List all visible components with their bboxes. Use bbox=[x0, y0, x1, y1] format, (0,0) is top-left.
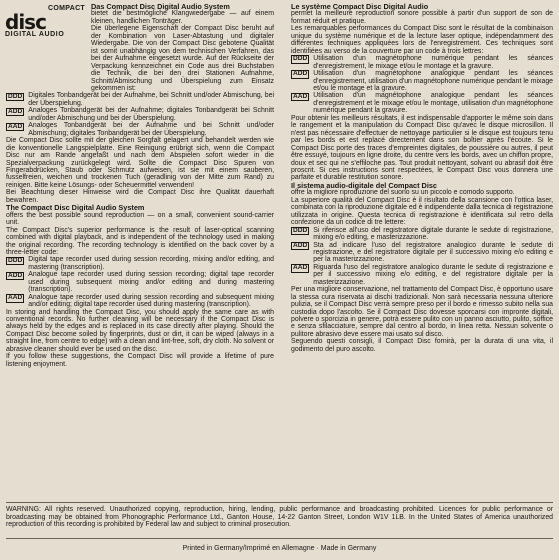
english-code-aad bbox=[6, 294, 274, 309]
english-code-ddd bbox=[6, 256, 274, 271]
code-text: Riguarda l'uso del registratore analogico durante le sedute di registrazione e per il successivo mixing e/o editing, e del registratore digitale per la masterizzazione. bbox=[313, 263, 553, 286]
divider bbox=[6, 538, 553, 539]
german-code-add bbox=[6, 107, 274, 122]
code-badge: ADD bbox=[8, 107, 23, 115]
code-text: Utilisation d'un magnétophone numérique pendant les séances d'enregistrement, le mixage et/ou le montage et la gravure. bbox=[313, 55, 553, 70]
code-badge: AAD bbox=[8, 293, 23, 301]
copyright-warning: WARNING: All rights reserved. Unauthorized copying, reproduction, hiring, lending, public performance and broadcasting prohibited. Licences for public performance or broadcasting may be obtained from Phonographic Performance Ltd., Ganton House, 14-22 Ganton Street, London W1V 1LB. In the United States of America unauthorized reproduction of this recording is prohibited by Federal law and subject to criminal prosecution. bbox=[6, 502, 553, 529]
code-text: Digitales Tonbandgerät bei der Aufnahme, bei Schnitt und/oder Abmischung, bei der Überspielung. bbox=[28, 92, 274, 107]
code-badge: DDD bbox=[293, 226, 308, 234]
english-body3: If you follow these suggestions, the Compact Disc will provide a lifetime of pure listening enjoyment. bbox=[6, 353, 274, 368]
french-title: Le système Compact Disc Digital Audio bbox=[291, 2, 429, 11]
german-body3: Bei Beachtung dieser Hinweise wird die Compact Disc ihre Qualität dauerhaft bewahren. bbox=[6, 189, 274, 204]
code-badge: AAD bbox=[8, 122, 23, 130]
italian-body2: Per una migliore conservazione, nel trattamento del Compact Disc, è opportuno usare la stessa cura riservata ai dischi tradizionali. Non sarà necessaria nessuna ulteriore pulizia, se il Compact Disc verrà sempre preso per il bordo e rimesso subito nella sua custodia dopo l'ascolto. Se il Compact Disc dovesse sporcarsi con impronte digitali, polvere o sporcizia in genere, potrà essere pulito con un panno asciutto, pulito, soffice e senza sfilacciature, sempre dal centro al bordo, in linea retta. Nessun solvente o pulitore abrasivo deve essere mai usato sul disco. bbox=[291, 286, 553, 338]
logo-bottom-text: DIGITAL AUDIO bbox=[5, 31, 65, 38]
french-intro: permet la meilleure reproduction sonore possible à partir d'un support de son de format réduit et pratique. bbox=[291, 10, 553, 25]
french-body1: Les remarquables performances du Compact Disc sont le résultat de la combinaison unique du système numérique et de la lecture laser optique, indépendamment des différentes techniques appliquées lors de l'enregistrement. Ces techniques sont identifiées au verso de la couverture par un code à trois lettres: bbox=[291, 25, 553, 55]
german-body2: Die Compact Disc sollte mit der gleichen Sorgfalt gelagert und behandelt werden wie die konventionelle Langspielplatte. Eine Reinigung erübrigt sich, wenn die Compact Disc nur am Rande angefaßt und nach dem Abspielen sofort wieder in die Spezialverpackung zurückgelegt wird. Sollte die Compact Disc Spuren von Fingerabdrücken, Staub oder Schmutz aufweisen, ist sie mit einem sauberen, fusselfreien, weichen und trockenen Tuch (geradlinig von der Mitte zum Rand) zu reinigen. Bitte keine Lösungs- oder Scheuermittel verwenden! bbox=[6, 137, 274, 189]
italian-title: Il sistema audio-digitale del Compact Disc bbox=[291, 180, 437, 190]
german-body1: Die überlegene Eigenschaft der Compact Disc beruht auf der Kombination von Laser-Abtastung und digitaler Wiedergabe. Die von der Compact Disc gebotene Qualität ist somit unabhängig von dem technischen Verfahren, das bei der Aufnahme eingesetzt wurde. Auf der Rückseite der Verpackung kennzeichnet ein Code aus drei Buchstaben die Technik, die bei den drei Stationen Aufnahme, Schnitt/Abmischung und Überspielung zum Einsatz gekommen ist: bbox=[91, 25, 274, 92]
code-badge: DDD bbox=[8, 256, 23, 264]
logo-top-text: COMPACT bbox=[48, 5, 85, 12]
right-column bbox=[291, 3, 553, 353]
german-intro: bietet die bestmögliche Klangwiedergabe — auf einem kleinen, handlichen Tonträger. bbox=[91, 10, 274, 25]
code-badge: ADD bbox=[293, 241, 308, 249]
code-text: Si riferisce all'uso del registratore digitale durante le sedute di registrazione, mixing e/o editing, e masterizzazione. bbox=[313, 226, 553, 242]
english-intro: offers the best possible sound reproduction — on a small, convenient sound-carrier unit. bbox=[6, 211, 274, 227]
code-text: Analogue tape recorder used during session recording and subsequent mixing and/or editing; digital tape recorder used during mastering (transcription). bbox=[28, 293, 274, 309]
english-body2: In storing and handling the Compact Disc, you should apply the same care as with conventional records. No further cleaning will be necessary if the Compact Disc is always held by the edges and is replaced in its case directly after playing. Should the Compact Disc become soiled by fingerprints, dust or dirt, it can be wiped (always in a straight line, from centre to edge) with a clean and lint-free, soft, dry cloth. No solvent or abrasive cleaner should ever be used on the disc. bbox=[6, 308, 274, 353]
code-text: Analoges Tonbandgerät bei der Aufnahme und bei Schnitt und/oder Abmischung; digitales Tonbandgerät bei der Überspielung. bbox=[28, 122, 274, 137]
french-code-add bbox=[291, 70, 553, 92]
code-text: Analogue tape recorder used during session recording; digital tape recorder used during subsequent mixing and/or editing and during mastering (transcription). bbox=[28, 271, 274, 294]
code-badge: ADD bbox=[8, 271, 23, 279]
english-body1: The Compact Disc's superior performance is the result of laser-optical scanning combined with digital playback, and is independent of the technology used in making the original recording. The recording technology is identified on the back cover by a three-letter code: bbox=[6, 226, 274, 256]
code-text: Utilisation d'un magnétophone analogique pendant les séances d'enregistrement et le mixage et/ou le montage, utilisation d'un magnétophone numérique pendant la gravure. bbox=[313, 92, 553, 115]
code-text: Utilisation d'un magnétophone analogique pendant les séances d'enregistrement, utilisation d'un magnétophone numérique pendant le mixage et/ou le montage et la gravure. bbox=[313, 70, 553, 92]
italian-body1: La superiore qualità del Compact Disc è il risultato della scansione con l'ottica laser, combinata con la riproduzione digitale ed è indipendente dalla tecnica di registrazione utilizzata in origine. Questa tecnica di registrazione è identificata sul retro della confezione da un codice di tre lettere: bbox=[291, 196, 553, 227]
german-title: Das Compact Disc Digital Audio System bbox=[91, 2, 230, 11]
code-text: Analoges Tonbandgerät bei der Aufnahme; digitales Tonbandgerät bei Schnitt und/oder Abmischung und bei der Überspielung. bbox=[28, 107, 274, 122]
french-body2: Pour obtenir les meilleurs résultats, il est indispensable d'apporter le même soin dans le rangement et la manipulation du Compact Disc qu'avec le disque microsillon. Il n'est pas nécessaire d'effectuer de nettoyage particulier si le disque est toujours tenu par les bords et est replacé directement dans son boîtier après l'écoute. Si le Compact Disc porte des traces d'empreintes digitales, de poussière ou autres, il peut être essuyé, toujours en ligne droite, du centre vers les bords, avec un chiffon propre, doux et sec qui ne s'effiloche pas. Tout produit nettoyant, solvant ou abrasif doit être proscrit. Si ces instructions sont respectées, le Compact Disc vous donnera une parfaite et durable restitution sonore. bbox=[291, 114, 553, 182]
code-text: Digital tape recorder used during session recording, mixing and/or editing, and mastering (transcription). bbox=[28, 256, 274, 271]
english-code-add bbox=[6, 271, 274, 293]
french-code-ddd bbox=[291, 55, 553, 70]
italian-code-ddd bbox=[291, 227, 553, 242]
logo-disc-text: disc bbox=[5, 10, 46, 34]
code-text: Sta ad indicare l'uso del registratore analogico durante le sedute di registrazione, e del registratore digitale per il successivo mixing e/o editing e per la masterizzazione. bbox=[313, 241, 553, 264]
german-code-aad bbox=[6, 122, 274, 137]
english-title: The Compact Disc Digital Audio System bbox=[6, 203, 145, 213]
italian-body3: Seguendo questi consigli, il Compact Disc fornirà, per la durata di una vita, il godimento del puro ascolto. bbox=[291, 338, 553, 353]
left-column bbox=[6, 3, 274, 368]
code-badge: AAD bbox=[293, 264, 308, 272]
printed-in-footer: Printed in Germany/Imprimé en Allemagne · Made in Germany bbox=[182, 545, 377, 552]
french-code-aad bbox=[291, 92, 553, 114]
italian-intro: offre la migliore riproduzione del suono su un piccolo e comodo supporto. bbox=[291, 189, 515, 197]
code-badge: ADD bbox=[293, 70, 308, 78]
code-badge: DDD bbox=[293, 55, 308, 63]
code-badge: AAD bbox=[293, 92, 308, 100]
italian-code-add bbox=[291, 242, 553, 264]
code-badge: DDD bbox=[8, 92, 23, 100]
italian-code-aad bbox=[291, 264, 553, 286]
german-code-ddd bbox=[6, 92, 274, 107]
